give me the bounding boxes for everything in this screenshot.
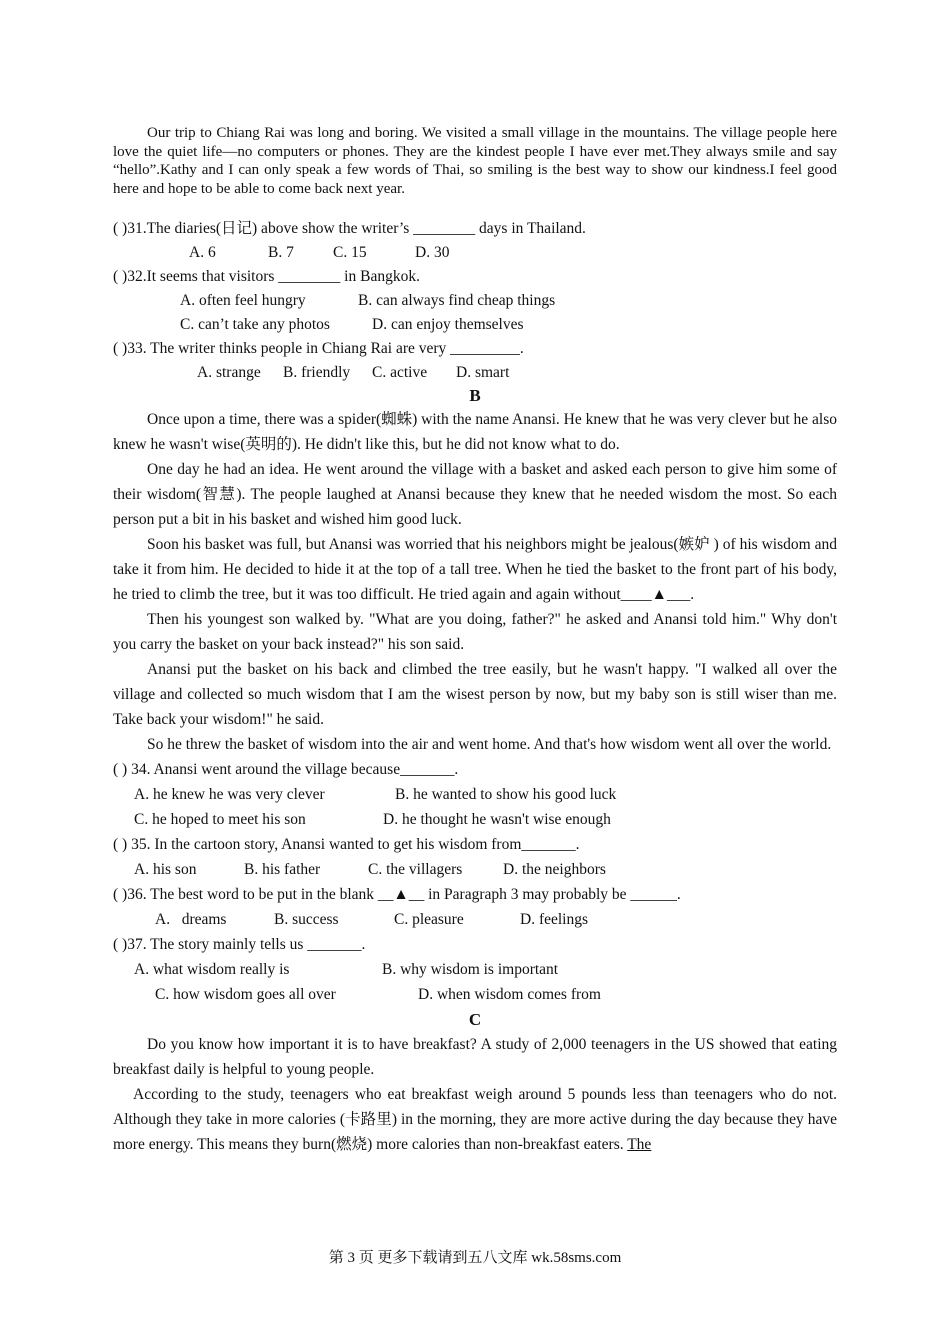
option: A. what wisdom really is [134,961,290,978]
question-32: ( )32.It seems that visitors ________ in Bangkok. [113,268,420,285]
question-33-options [113,361,837,385]
option: B. success [274,911,339,928]
passage-c-paragraph: Do you know how important it is to have breakfast? A study of 2,000 teenagers in the US showed that eating breakfast daily is helpful to young people. [113,1036,837,1078]
option: C. can’t take any photos [180,316,330,333]
passage-b-paragraph: Then his youngest son walked by. "What are you doing, father?" he asked and Anansi told him." Why don't you carry the basket on your back instead?" his son said. [113,611,837,653]
question-33: ( )33. The writer thinks people in Chiang Rai are very _________. [113,340,524,357]
option: D. can enjoy themselves [372,316,524,333]
option: C. the villagers [368,861,463,878]
option: D. the neighbors [503,861,606,878]
passage-c-paragraph [113,1082,837,1157]
passage-c-text: According to the study, teenagers who eat breakfast weigh around 5 pounds less than teenagers who do not. Although they take in more calories (卡路里) in the morning, they are more active during the day because they have more energy. This means they burn(燃烧) more calories than non-breakfast eaters. [113,1086,837,1153]
section-c-title: C [468,1010,482,1029]
question-37-options-row1 [113,957,837,982]
option: C. 15 [333,244,367,261]
option: A. he knew he was very clever [134,786,325,803]
option: A. dreams [155,911,227,928]
question-34-options-row2 [113,807,837,832]
question-35-options [113,857,837,882]
option: B. his father [244,861,321,878]
option: D. feelings [520,911,589,928]
option: A. 6 [189,244,216,261]
option: A. his son [134,861,197,878]
section-b-title: B [469,386,481,405]
passage-b-paragraph: Anansi put the basket on his back and climbed the tree easily, but he wasn't happy. "I walked all over the village and collected so much wisdom that I am the wisest person by now, but my baby son is still wiser than me. Take back your wisdom!" he said. [113,661,837,728]
page-content [113,124,837,1157]
question-32-options-row2 [113,313,837,337]
passage-b-paragraph: Once upon a time, there was a spider(蜘蛛) with the name Anansi. He knew that he was very clever but he also knew he wasn't wise(英明的). He didn't like this, but he did not know what to do. [113,411,837,453]
option: D. smart [456,364,510,381]
option: A. often feel hungry [180,292,306,309]
question-35: ( ) 35. In the cartoon story, Anansi wanted to get his wisdom from_______. [113,836,580,853]
option: B. friendly [283,364,351,381]
passage-b-paragraph: One day he had an idea. He went around the village with a basket and asked each person to give him some of their wisdom(智慧). The people laughed at Anansi because they knew that he needed wisdom the most. So each person put a bit in his basket and wished him good luck. [113,461,837,528]
passage-b-paragraph: So he threw the basket of wisdom into the air and went home. And that's how wisdom went all over the world. [147,736,832,753]
question-36: ( )36. The best word to be put in the blank __▲__ in Paragraph 3 may probably be ______. [113,886,681,903]
option: C. he hoped to meet his son [134,811,306,828]
question-37: ( )37. The story mainly tells us _______. [113,936,366,953]
option: C. active [372,364,428,381]
option: B. 7 [268,244,294,261]
option: D. 30 [415,244,450,261]
option: C. pleasure [394,911,464,928]
option: B. why wisdom is important [382,961,559,978]
option: B. can always find cheap things [358,292,556,309]
passage-b-paragraph: Soon his basket was full, but Anansi was worried that his neighbors might be jealous(嫉妒 ) of his wisdom and take it from him. He decided to hide it at the top of a tall tree. When he tied the basket to the front part of his body, he tried to climb the tree, but it was too difficult. He tried again and again without____▲___. [113,536,837,603]
question-32-options-row1 [113,289,837,313]
question-37-options-row2 [113,982,837,1007]
question-31-options [113,241,837,265]
page-footer: 第 3 页 更多下载请到五八文库 wk.58sms.com [328,1250,622,1266]
option: D. when wisdom comes from [418,986,601,1003]
option: B. he wanted to show his good luck [395,786,617,803]
underlined-word: The [627,1136,652,1153]
question-34-options-row1 [113,782,837,807]
option: D. he thought he wasn't wise enough [383,811,611,828]
question-31: ( )31.The diaries(日记) above show the writer’s ________ days in Thailand. [113,220,586,237]
option: A. strange [197,364,261,381]
passage-a-end: Our trip to Chiang Rai was long and boring. We visited a small village in the mountains. The village people here love the quiet life—no computers or phones. They are the kindest people I have ever met.They always smile and say “hello”.Kathy and I can only speak a few words of Thai, so smiling is the best way to show our kindness.I feel good here and hope to be able to come back next year. [113,125,837,197]
question-34: ( ) 34. Anansi went around the village because_______. [113,761,459,778]
question-36-options [113,907,837,932]
option: C. how wisdom goes all over [155,986,336,1003]
